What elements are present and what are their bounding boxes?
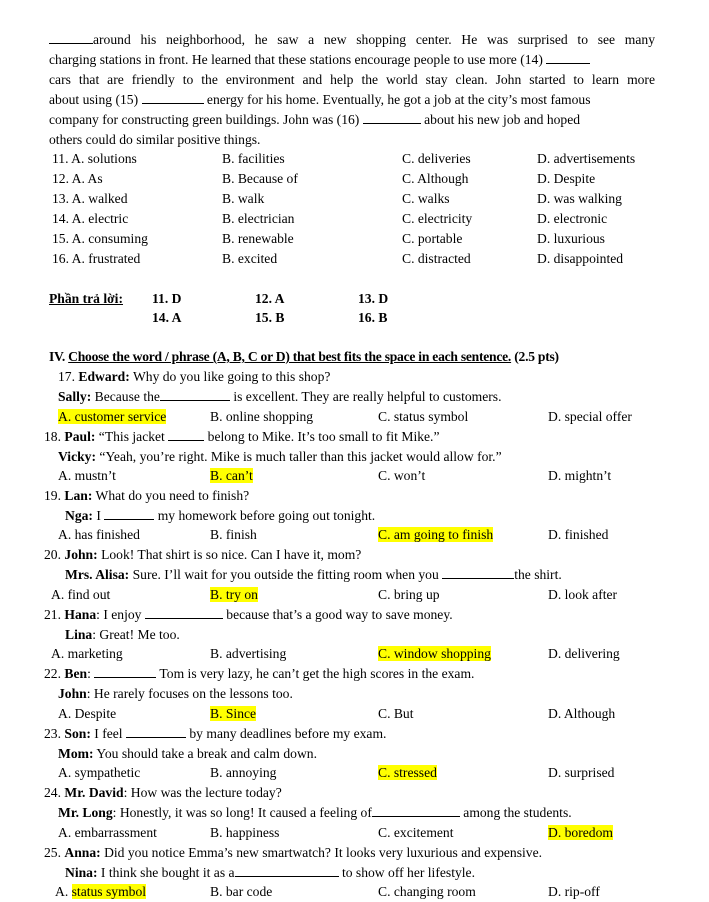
passage-line-5 (49, 111, 655, 129)
question-text: the shirt. (514, 567, 562, 582)
speaker: Mrs. Alisa: (65, 567, 130, 582)
question-text: I think she bought it as a (100, 865, 235, 880)
passage-line-4 (49, 91, 655, 109)
option-c: C. distracted (402, 251, 471, 266)
question-text: Why do you like going to this shop? (132, 369, 331, 384)
speaker: John (58, 686, 87, 701)
question-number: 18. (44, 429, 61, 444)
answer-key-item: 16. B (358, 310, 388, 325)
question-number: 21. (44, 607, 61, 622)
question-text: Sure. I’ll wait for you outside the fitting room when you (132, 567, 439, 582)
speaker: John: (64, 547, 98, 562)
option-d (548, 824, 613, 842)
section-heading (49, 348, 559, 366)
question-text: I feel (94, 726, 123, 741)
response-19 (65, 507, 375, 525)
option-b: B. electrician (222, 211, 295, 226)
option-b: B. excited (222, 251, 278, 266)
option-c: C. But (378, 706, 414, 721)
option-d: D. advertisements (537, 151, 636, 166)
option-a: 11. A. solutions (52, 151, 137, 166)
option-b: B. finish (210, 527, 257, 542)
option-b: B. happiness (210, 825, 280, 840)
question-text: : (87, 666, 91, 681)
option-c: C. deliveries (402, 151, 471, 166)
question-text: You should take a break and calm down. (96, 746, 317, 761)
answer-blank (372, 804, 460, 817)
option-a: 15. A. consuming (52, 231, 148, 246)
speaker: Ben (64, 666, 88, 681)
speaker: Anna: (64, 845, 101, 860)
option-letter: D. (548, 825, 562, 840)
response-17 (58, 388, 501, 406)
answer-blank (126, 725, 186, 738)
option-a: A. sympathetic (58, 765, 141, 780)
option-d: D. rip-off (548, 884, 600, 899)
question-number: 24. (44, 785, 61, 800)
option-letter: B. (210, 587, 223, 602)
option-b: B. bar code (210, 884, 273, 899)
option-a: 12. A. As (52, 171, 103, 186)
option-d: D. finished (548, 527, 609, 542)
passage-line-2 (49, 51, 655, 69)
question-number: 23. (44, 726, 61, 741)
response-23 (58, 745, 317, 763)
speaker: Vicky: (58, 449, 97, 464)
answer-key-label: Phần trả lời: (49, 291, 123, 306)
question-21 (44, 606, 453, 624)
option-letter: C. (378, 527, 391, 542)
speaker: Son: (64, 726, 91, 741)
answer-blank (363, 111, 421, 124)
question-19 (44, 487, 249, 505)
option-c: C. bring up (378, 587, 440, 602)
answer-blank (94, 665, 156, 678)
speaker: Lan: (64, 488, 93, 503)
option-b: B. renewable (222, 231, 294, 246)
option-c (378, 645, 491, 663)
question-number: 17. (58, 369, 75, 384)
option-d: D. special offer (548, 409, 632, 424)
option-d: D. surprised (548, 765, 615, 780)
question-18 (44, 428, 439, 446)
option-d: D. was walking (537, 191, 622, 206)
option-d: D. disappointed (537, 251, 624, 266)
question-23 (44, 725, 386, 743)
option-b (210, 705, 256, 723)
answer-blank (142, 91, 204, 104)
question-text: Because the (94, 389, 160, 404)
answer-blank (442, 566, 514, 579)
question-text: because that’s a good way to save money. (226, 607, 453, 622)
option-a: A. find out (51, 587, 111, 602)
option-c (378, 764, 437, 782)
option-c: C. won’t (378, 468, 426, 483)
question-text: Tom is very lazy, he can’t get the high scores in the exam. (159, 666, 475, 681)
response-22 (58, 685, 293, 703)
option-a (58, 408, 166, 426)
question-20 (44, 546, 361, 564)
option-d: D. Although (548, 706, 616, 721)
option-b: B. annoying (210, 765, 277, 780)
option-b (210, 586, 258, 604)
correct-answer: can’t (225, 468, 253, 483)
question-text: : How was the lecture today? (123, 785, 282, 800)
section-number: IV. (49, 349, 66, 364)
speaker: Sally: (58, 389, 92, 404)
question-text: my homework before going out tonight. (157, 508, 376, 523)
section-points: (2.5 pts) (514, 349, 559, 364)
section-instruction: Choose the word / phrase (A, B, C or D) that best fits the space in each sentence. (68, 349, 512, 364)
response-24 (58, 804, 572, 822)
question-text: to show off her lifestyle. (341, 865, 475, 880)
question-text: : He rarely focuses on the lessons too. (86, 686, 293, 701)
option-a: 16. A. frustrated (52, 251, 141, 266)
response-18 (58, 448, 502, 466)
option-d: D. look after (548, 587, 618, 602)
question-25 (44, 844, 542, 862)
answer-blank (168, 428, 204, 441)
passage-line-6: others could do similar positive things. (49, 132, 261, 147)
option-c: C. walks (402, 191, 450, 206)
answer-key-item: 11. D (152, 291, 182, 306)
question-text: : Great! Me too. (92, 627, 180, 642)
passage-text: company for constructing green buildings. John was (16) (49, 112, 360, 127)
option-letter: A. (55, 884, 69, 899)
option-d: D. luxurious (537, 231, 605, 246)
question-number: 22. (44, 666, 61, 681)
response-21 (65, 626, 180, 644)
option-a: A. Despite (58, 706, 117, 721)
speaker: Nina: (65, 865, 98, 880)
option-c: C. electricity (402, 211, 473, 226)
option-a (55, 883, 146, 901)
option-d: D. mightn’t (548, 468, 612, 483)
option-a: 13. A. walked (52, 191, 128, 206)
question-text: “Yeah, you’re right. Mike is much taller than this jacket would allow for.” (99, 449, 502, 464)
question-17 (58, 368, 330, 386)
option-c: C. status symbol (378, 409, 469, 424)
option-a: A. marketing (51, 646, 123, 661)
correct-answer: A. customer service (58, 409, 167, 424)
answer-key-item: 13. D (358, 291, 389, 306)
question-text: What do you need to finish? (95, 488, 250, 503)
answer-blank (546, 51, 590, 64)
option-b: B. Because of (222, 171, 298, 186)
option-a: A. has finished (58, 527, 140, 542)
option-c: C. excitement (378, 825, 454, 840)
speaker: Lina (65, 627, 93, 642)
passage-text: charging stations in front. He learned that these stations encourage people to use more (14) (49, 52, 543, 67)
question-number: 19. (44, 488, 61, 503)
question-text: by many deadlines before my exam. (189, 726, 387, 741)
question-text: belong to Mike. It’s too small to fit Mike.” (207, 429, 440, 444)
response-25 (65, 864, 475, 882)
answer-blank (160, 388, 230, 401)
answer-key-item: 15. B (255, 310, 285, 325)
passage-line-1 (49, 31, 655, 49)
option-c: C. Although (402, 171, 469, 186)
question-text: is excellent. They are really helpful to customers. (233, 389, 502, 404)
option-a: A. embarrassment (58, 825, 157, 840)
correct-answer: try on (225, 587, 258, 602)
speaker: Mom: (58, 746, 94, 761)
answer-blank (235, 864, 339, 877)
option-c: C. portable (402, 231, 463, 246)
option-a: A. mustn’t (58, 468, 116, 483)
correct-answer: C. stressed (378, 765, 437, 780)
question-text: I (96, 508, 101, 523)
answer-blank (49, 31, 93, 44)
correct-answer: status symbol (71, 884, 147, 899)
option-d: D. electronic (537, 211, 608, 226)
answer-key-item: 14. A (152, 310, 182, 325)
question-text: among the students. (463, 805, 572, 820)
passage-text: about using (15) (49, 92, 139, 107)
question-text: “This jacket (98, 429, 165, 444)
option-c: C. changing room (378, 884, 476, 899)
question-text: Did you notice Emma’s new smartwatch? It looks very luxurious and expensive. (104, 845, 542, 860)
question-text: Look! That shirt is so nice. Can I have it, mom? (101, 547, 362, 562)
answer-blank (145, 606, 223, 619)
correct-answer: C. window shopping (378, 646, 491, 661)
correct-answer: am going to finish (393, 527, 494, 542)
passage-text: around his neighborhood, he saw a new shopping center. He was surprised to see many (93, 32, 655, 47)
speaker: Mr. David (64, 785, 124, 800)
passage-text: about his new job and hoped (424, 112, 581, 127)
question-text: : Honestly, it was so long! It caused a feeling of (112, 805, 372, 820)
question-22 (44, 665, 474, 683)
speaker: Nga: (65, 508, 93, 523)
passage-line-3: cars that are friendly to the environment and help the world stay clean. John started to learn more (49, 72, 655, 87)
option-b: B. advertising (210, 646, 287, 661)
speaker: Paul: (64, 429, 96, 444)
answer-blank (104, 507, 154, 520)
speaker: Edward: (78, 369, 130, 384)
correct-answer: B. Since (210, 706, 257, 721)
speaker: Hana (64, 607, 97, 622)
question-text: : I enjoy (96, 607, 142, 622)
question-24 (44, 784, 282, 802)
question-number: 20. (44, 547, 61, 562)
option-letter: B. (210, 468, 223, 483)
option-d: D. Despite (537, 171, 596, 186)
response-20 (65, 566, 562, 584)
correct-answer: boredom (564, 825, 613, 840)
option-b: B. facilities (222, 151, 285, 166)
speaker: Mr. Long (58, 805, 113, 820)
option-c (378, 526, 493, 544)
option-d: D. delivering (548, 646, 620, 661)
option-a: 14. A. electric (52, 211, 129, 226)
option-b (210, 467, 253, 485)
question-number: 25. (44, 845, 61, 860)
option-b: B. online shopping (210, 409, 314, 424)
answer-key-item: 12. A (255, 291, 285, 306)
option-b: B. walk (222, 191, 265, 206)
passage-text: energy for his home. Eventually, he got a job at the city’s most famous (206, 92, 591, 107)
